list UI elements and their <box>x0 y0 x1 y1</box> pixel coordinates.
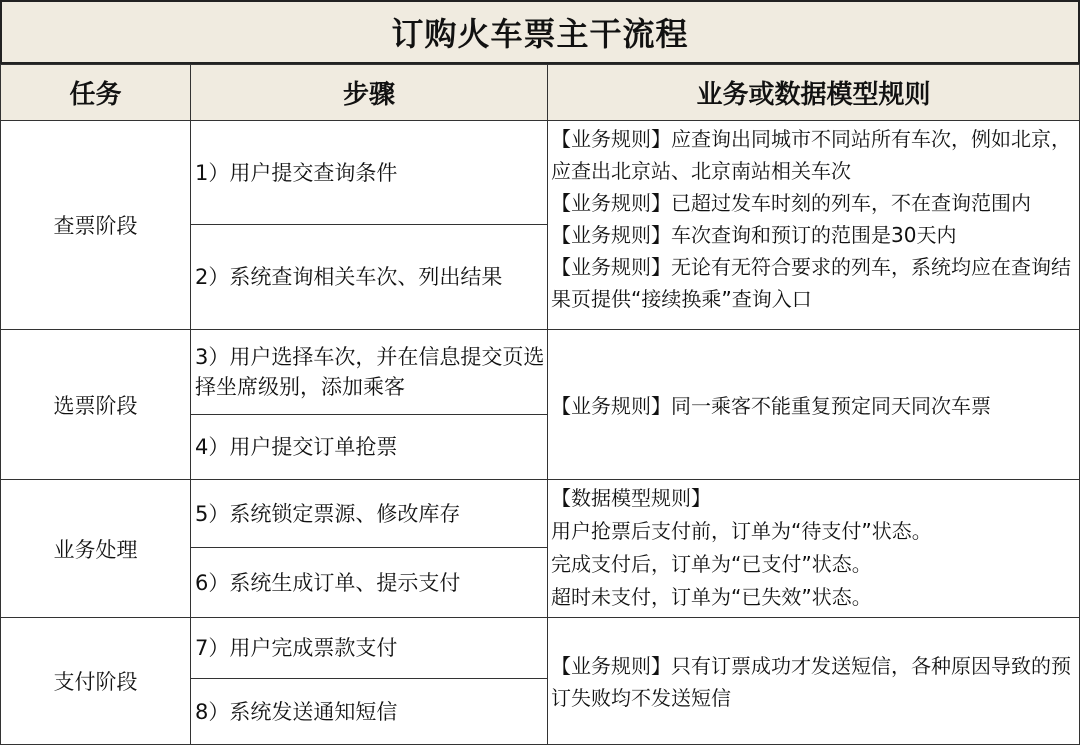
rule-text: 用户抢票后支付前，订单为“待支付”状态。 <box>551 519 932 543</box>
step-cell: 6）系统生成订单、提示支付 <box>190 547 548 618</box>
rule-text: 完成支付后，订单为“已支付”状态。 <box>551 552 872 576</box>
step-cell: 4）用户提交订单抢票 <box>190 414 548 480</box>
step-cell: 3）用户选择车次，并在信息提交页选择坐席级别，添加乘客 <box>190 329 548 415</box>
step-cell: 8）系统发送通知短信 <box>190 678 548 745</box>
step-cell: 1）用户提交查询条件 <box>190 120 548 225</box>
header-task: 任务 <box>0 64 191 121</box>
rule-cell <box>547 329 1080 480</box>
step-cell: 5）系统锁定票源、修改库存 <box>190 479 548 548</box>
rule-text: 【业务规则】只有订票成功才发送短信，各种原因导致的预订失败均不发送短信 <box>551 654 1071 710</box>
rule-text: 【业务规则】车次查询和预订的范围是30天内 <box>551 223 957 247</box>
header-rules: 业务或数据模型规则 <box>547 64 1080 121</box>
rule-text: 【业务规则】同一乘客不能重复预定同天同次车票 <box>551 393 991 418</box>
rule-cell <box>547 120 1080 330</box>
table-title: 订购火车票主干流程 <box>0 0 1080 64</box>
rule-text: 【业务规则】无论有无符合要求的列车，系统均应在查询结果页提供“接续换乘”查询入口 <box>551 255 1071 311</box>
task-cell: 业务处理 <box>0 479 191 618</box>
task-cell: 查票阶段 <box>0 120 191 330</box>
rule-text: 【数据模型规则】 <box>551 486 711 510</box>
rule-cell <box>547 479 1080 618</box>
rule-cell <box>547 617 1080 745</box>
step-cell: 7）用户完成票款支付 <box>190 617 548 679</box>
rule-text: 【业务规则】已超过发车时刻的列车，不在查询范围内 <box>551 191 1031 215</box>
step-cell: 2）系统查询相关车次、列出结果 <box>190 224 548 330</box>
rule-text: 【业务规则】应查询出同城市不同站所有车次，例如北京，应查出北京站、北京南站相关车次 <box>551 127 1071 183</box>
task-cell: 支付阶段 <box>0 617 191 745</box>
rule-text: 超时未支付，订单为“已失效”状态。 <box>551 585 872 609</box>
task-cell: 选票阶段 <box>0 329 191 480</box>
header-steps: 步骤 <box>190 64 548 121</box>
